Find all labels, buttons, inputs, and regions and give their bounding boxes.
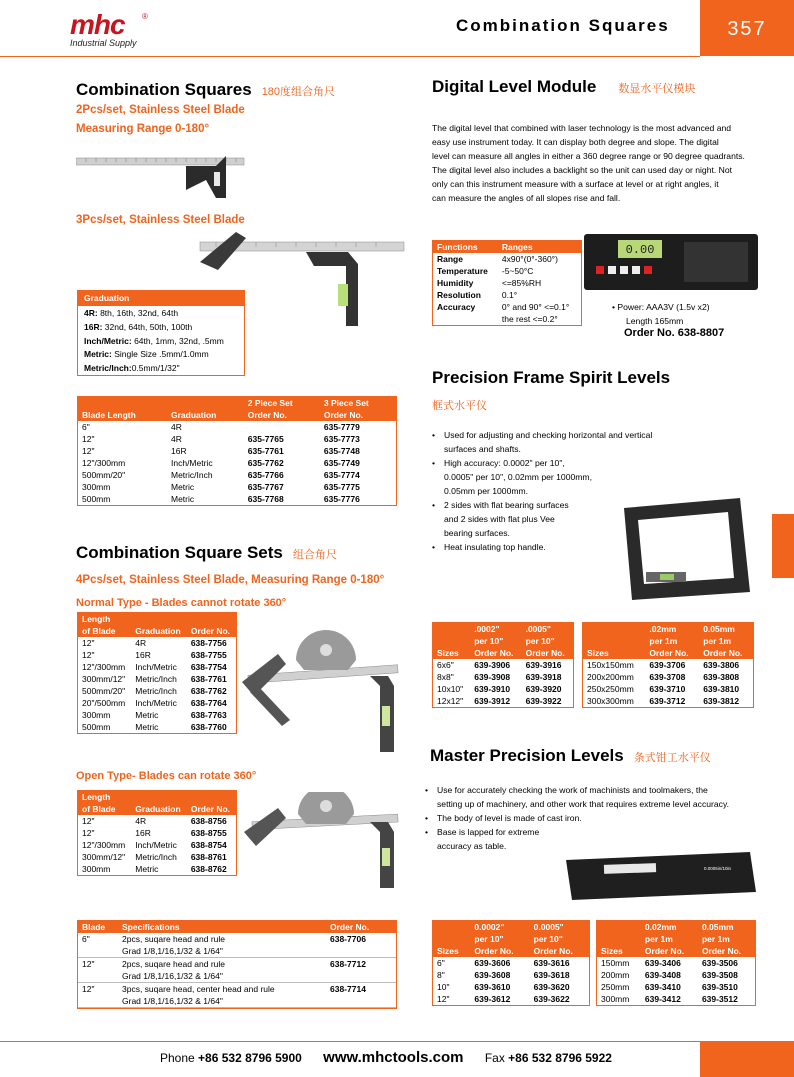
table-row: Resolution 0.1° xyxy=(437,290,518,300)
table-row: Grad 1/8,1/16,1/32 & 1/64" xyxy=(78,995,396,1008)
graduation-header: Graduation xyxy=(78,291,244,306)
graduation-line: 16R: 32nd, 64th, 50th, 100th xyxy=(84,321,193,332)
table-row: Grad 1/8,1/16,1/32 & 1/64" xyxy=(78,970,396,983)
table-row: 6x6" 639-3906 639-3916 xyxy=(437,660,562,670)
bullet-line: • Used for adjusting and checking horizontal and vertical xyxy=(432,428,672,442)
digital-function-table: Functions Ranges Range 4x90°(0°-360°) Temperature -5~50°C Humidity <=85%RH Resolution 0.1° Accuracy 0° and 90° <=0.1° the rest <=0.2° xyxy=(432,240,582,326)
table-row: 12" 16R 638-7755 xyxy=(82,650,227,660)
digital-description xyxy=(432,121,757,205)
description-line: only can this instrument measure with a surface at level or at right angles, it xyxy=(432,179,719,189)
frame-inch-table: .0002" .0005" per 10" per 10" Sizes Order No. Order No. 6x6" 639-3906 639-3916 8x8" 639-3908 639-3918 10x10" 639-3910 639-3920 12x12" 639-3912 639-3922 xyxy=(432,622,574,708)
bullet-line: surfaces and shafts. xyxy=(444,444,521,454)
table-row: Grad 1/8,1/16,1/32 & 1/64" xyxy=(78,945,396,958)
table-row: Range 4x90°(0°-360°) xyxy=(437,254,558,264)
description-line: The digital level also includes a backlight so the unit can used day or night. Not xyxy=(432,165,733,175)
footer-divider xyxy=(0,1041,700,1042)
normal-set-image xyxy=(238,626,406,762)
master-bullets xyxy=(425,783,765,853)
table-row: 300mm Metric 638-7763 xyxy=(82,710,227,720)
table-row: the rest <=0.2° xyxy=(501,314,558,324)
table-row: 300mm/12" Metric/Inch 638-8761 xyxy=(82,852,227,862)
table-row: Humidity <=85%RH xyxy=(437,278,542,288)
open-type-table: Length of Blade Graduation Order No. 12" 4R 638-8756 12" 16R 638-8755 12"/300mm Inch/Metric 638-8754 300mm/12" Metric/Inch 638-8761 300mm Metric 638-8762 xyxy=(77,790,237,876)
table-row: 300x300mm 639-3712 639-3812 xyxy=(587,696,740,706)
table-row: 300mm Metric 635-7767 635-7775 xyxy=(82,482,360,492)
table-row: 150x150mm 639-3706 639-3806 xyxy=(587,660,740,670)
table-row: 6" 4R 635-7779 xyxy=(82,422,360,432)
sets-sub1: 4Pcs/set, Stainless Steel Blade, Measuring Range 0-180° xyxy=(76,574,385,586)
table-row: 12" 4R 635-7765 635-7773 xyxy=(82,434,360,444)
table-row: 12x12" 639-3912 639-3922 xyxy=(437,696,562,706)
master-metric-table: 0.02mm 0.05mm per 1m per 1m Sizes Order No. Order No. 150mm 639-3406 639-3506 200mm 639-3408 639-3508 250mm 639-3410 639-3510 300mm 639-3412 639-3512 xyxy=(596,920,756,1006)
digital-level-image xyxy=(584,232,758,292)
spec-table: Blade Specifications Order No. 6" 2pcs, suqare head and rule 638-7706 Grad 1/8,1/16,1/32 & 1/64" 12" 2pcs, suqare head and rule 638-7712 Grad 1/8,1/16,1/32 & 1/64" 12" 3pcs, suqare head, center head and rule 638-7714 Grad 1/8,1/16,1/32 & 1/64" xyxy=(77,920,397,1009)
header-divider xyxy=(0,56,700,57)
phone-number: +86 532 8796 5900 xyxy=(198,1051,302,1065)
master-level-image xyxy=(564,850,758,902)
graduation-line: Metric/Inch:0.5mm/1/32" xyxy=(84,363,180,374)
graduation-box xyxy=(77,290,245,376)
combo-sub3: 3Pcs/set, Stainless Steel Blade xyxy=(76,214,245,226)
table-row: 12" 3pcs, suqare head, center head and rule 638-7714 xyxy=(82,984,366,994)
bullet-line: 0.0005" per 10", 0.02mm per 1000mm, xyxy=(444,472,592,482)
table-row: 150mm 639-3406 639-3506 xyxy=(601,958,738,968)
brand-subtitle: Industrial Supply xyxy=(70,38,137,48)
table-row: 200mm 639-3408 639-3508 xyxy=(601,970,738,980)
normal-type-title: Normal Type - Blades cannot rotate 360° xyxy=(76,597,287,609)
table-row: 12" 16R 635-7761 635-7748 xyxy=(82,446,360,456)
table-row: 500mm/20" Metric/Inch 635-7766 635-7774 xyxy=(82,470,360,480)
table-row: 8x8" 639-3908 639-3918 xyxy=(437,672,562,682)
table-row: 500mm Metric 638-7760 xyxy=(82,722,227,732)
master-title: Master Precision Levels 条式钳工水平仪 xyxy=(430,746,711,765)
two-piece-square-image xyxy=(76,150,246,200)
table-row: 6" 639-3606 639-3616 xyxy=(437,958,570,968)
sets-title: Combination Square Sets 组合角尺 xyxy=(76,543,337,562)
bullet-line: • Use for accurately checking the work of machinists and toolmakers, the xyxy=(425,783,765,797)
website-link[interactable]: www.mhctools.com xyxy=(323,1049,464,1066)
table-row: Temperature -5~50°C xyxy=(437,266,534,276)
graduation-line: Inch/Metric: 64th, 1mm, 32nd, .5mm xyxy=(84,335,224,346)
table-row: 500mm Metric 635-7768 635-7776 xyxy=(82,494,360,504)
bullet-line: • Base is lapped for extreme xyxy=(425,825,765,839)
table-row: 300mm/12" Metric/Inch 638-7761 xyxy=(82,674,227,684)
footer-contact: Phone +86 532 8796 5900 www.mhctools.com Fax +86 532 8796 5922 xyxy=(160,1049,612,1066)
open-type-title: Open Type- Blades can rotate 360° xyxy=(76,770,257,782)
bullet-line: • The body of level is made of cast iron. xyxy=(425,811,765,825)
table-row: 500mm/20" Metric/Inch 638-7762 xyxy=(82,686,227,696)
bullet-line: • High accuracy: 0.0002" per 10", xyxy=(432,456,672,470)
bullet-line: • Heat insulating top handle. xyxy=(432,540,672,554)
combo-order-table: 2 Piece Set 3 Piece Set Blade Length Graduation Order No. Order No. 6" 4R 635-7779 12" 4R 635-7765 635-7773 12" 16R 635-7761 635-7748 12"/300mm Inch/Metric 635-7762 635-7749 500mm/20" Metric/Inch 635-7766 635-7774 300mm Metric 635-7767 635-7775 500mm Metric 635-7768 635-7776 xyxy=(77,396,397,506)
brand-name: mhc xyxy=(70,9,125,40)
description-line: easy use instrument today. It can display both degree and slope. The digital xyxy=(432,137,719,147)
table-row: Accuracy 0° and 90° <=0.1° xyxy=(437,302,570,312)
digital-order-no: Order No. 638-8807 xyxy=(624,327,725,339)
frame-title: Precision Frame Spirit Levels xyxy=(432,368,671,387)
table-row: 12"/300mm Inch/Metric 638-7754 xyxy=(82,662,227,672)
header-title: Combination Squares xyxy=(456,16,670,35)
combo-title: Combination Squares 180度组合角尺 xyxy=(76,80,336,99)
combo-sub2: Measuring Range 0-180° xyxy=(76,123,210,135)
table-row: 12"/300mm Inch/Metric 635-7762 635-7749 xyxy=(82,458,360,468)
normal-type-table: Length of Blade Graduation Order No. 12" 4R 638-7756 12" 16R 638-7755 12"/300mm Inch/Metric 638-7754 300mm/12" Metric/Inch 638-7761 500mm/20" Metric/Inch 638-7762 20"/500mm Inch/Metric 638-7764 300mm Metric 638-7763 500mm Metric 638-7760 xyxy=(77,612,237,734)
frame-level-image xyxy=(616,492,752,602)
description-line: can measure the angles of all slopes rise and fall. xyxy=(432,193,621,203)
footer-accent xyxy=(700,1041,794,1077)
side-tab-marker xyxy=(772,514,794,578)
bullet-line: setting up of machinery, and other work that requires extreme level accuracy. xyxy=(437,799,730,809)
graduation-line: 4R: 8th, 16th, 32nd, 64th xyxy=(84,308,179,318)
digital-title: Digital Level Module 数显水平仪模块 xyxy=(432,77,696,96)
power-info: • Power: AAA3V (1.5v x2) xyxy=(612,302,710,312)
open-set-image xyxy=(238,792,406,892)
table-row: 12"/300mm Inch/Metric 638-8754 xyxy=(82,840,227,850)
bullet-line: 0.05mm per 1000mm. xyxy=(444,486,529,496)
description-line: The digital level that combined with laser technology is the most advanced and xyxy=(432,123,732,133)
bullet-line: and 2 sides with flat plus Vee xyxy=(444,514,555,524)
table-row: 20"/500mm Inch/Metric 638-7764 xyxy=(82,698,227,708)
display-readout: 0.00 xyxy=(625,243,655,257)
table-row: 12" 4R 638-8756 xyxy=(82,816,227,826)
frame-title-cn: 框式水平仪 xyxy=(432,400,487,412)
bullet-line: bearing surfaces. xyxy=(444,528,510,538)
table-row: 6" 2pcs, suqare head and rule 638-7706 xyxy=(82,934,366,944)
table-row: 250mm 639-3410 639-3510 xyxy=(601,982,738,992)
table-row: 200x200mm 639-3708 639-3808 xyxy=(587,672,740,682)
bullet-line: • 2 sides with flat bearing surfaces xyxy=(432,498,672,512)
table-row: 10" 639-3610 639-3620 xyxy=(437,982,570,992)
table-row: 8" 639-3608 639-3618 xyxy=(437,970,570,980)
table-row: 12" 2pcs, suqare head and rule 638-7712 xyxy=(82,959,366,969)
fax-number: +86 532 8796 5922 xyxy=(508,1051,612,1065)
brand-logo xyxy=(70,9,160,48)
combo-sub1: 2Pcs/set, Stainless Steel Blade xyxy=(76,104,245,116)
bullet-line: accuracy as table. xyxy=(437,841,507,851)
page-number: 357 xyxy=(700,0,794,56)
registered-mark: ® xyxy=(142,12,148,21)
frame-metric-table: .02mm 0.05mm per 1m per 1m Sizes Order No. Order No. 150x150mm 639-3706 639-3806 200x200mm 639-3708 639-3808 250x250mm 639-3710 639-3810 300x300mm 639-3712 639-3812 xyxy=(582,622,754,708)
table-row: 12" 16R 638-8755 xyxy=(82,828,227,838)
graduation-line: Metric: Single Size .5mm/1.0mm xyxy=(84,349,209,360)
table-row: 300mm 639-3412 639-3512 xyxy=(601,994,738,1004)
length-info: Length 165mm xyxy=(626,316,684,326)
description-line: level can measure all angles in either a 360 degree range or 90 degree quadrants. xyxy=(432,151,745,161)
table-row: 12" 639-3612 639-3622 xyxy=(437,994,570,1004)
table-row: 250x250mm 639-3710 639-3810 xyxy=(587,684,740,694)
table-row: 12" 4R 638-7756 xyxy=(82,638,227,648)
table-row: 300mm Metric 638-8762 xyxy=(82,864,227,874)
master-level-label: 0.0005in/10in xyxy=(704,866,732,871)
table-row: 10x10" 639-3910 639-3920 xyxy=(437,684,562,694)
master-inch-table: 0.0002" 0.0005" per 10" per 10" Sizes Order No. Order No. 6" 639-3606 639-3616 8" 639-3608 639-3618 10" 639-3610 639-3620 12" 639-3612 639-3622 xyxy=(432,920,590,1006)
